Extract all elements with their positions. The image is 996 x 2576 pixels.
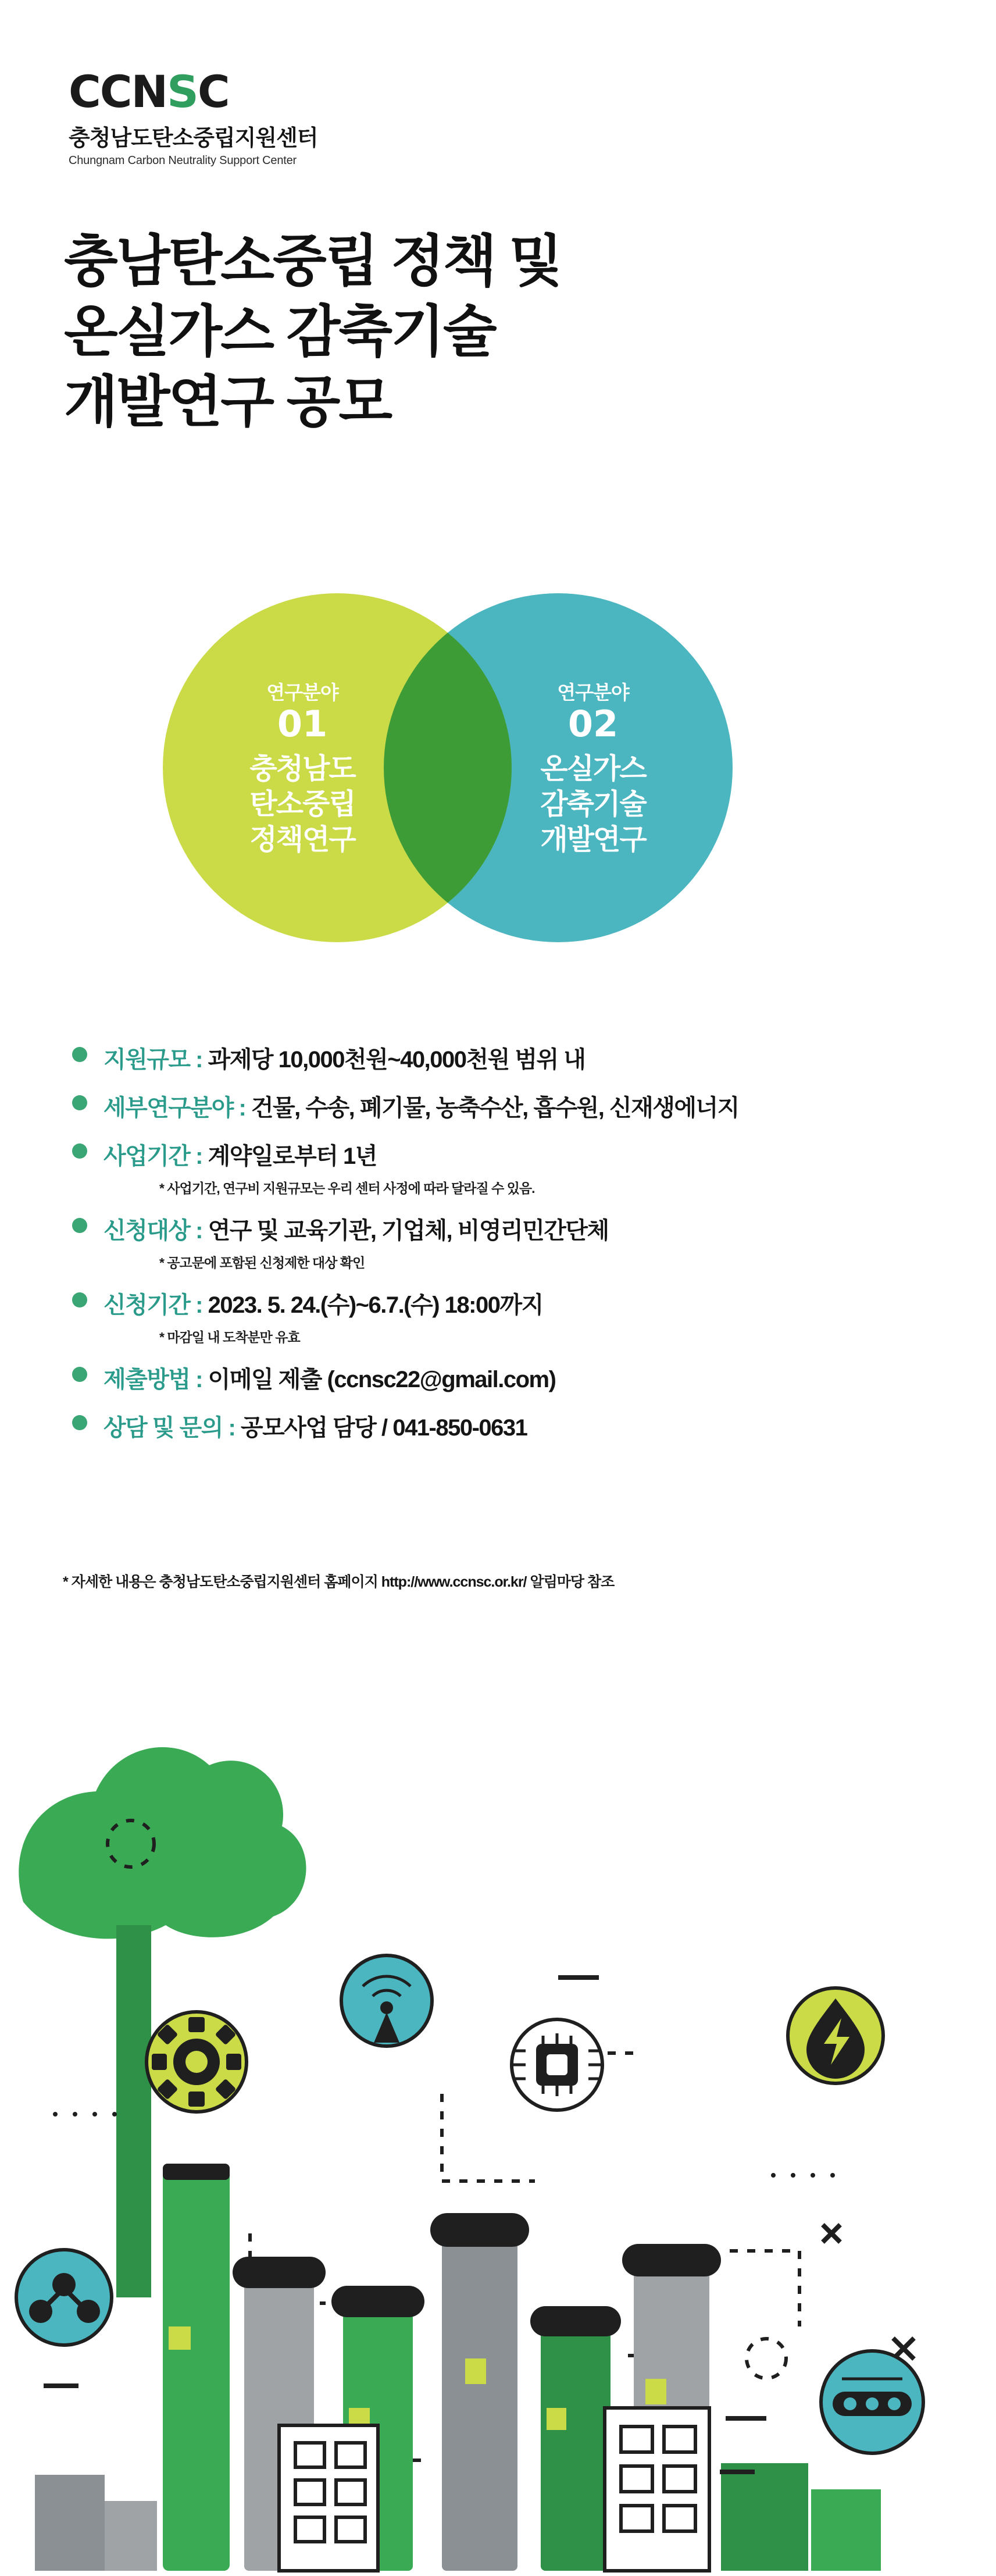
info-value: 공모사업 담당 / 041-850-0631: [240, 1415, 527, 1441]
info-label: 상담 및 문의 :: [103, 1415, 241, 1441]
venn-left-line-2: 탄소중립: [249, 789, 355, 821]
antenna-icon: [341, 1955, 432, 2046]
info-label: 지원규모 :: [103, 1047, 208, 1073]
factory-block-dark: [721, 2463, 881, 2571]
logo-wordmark-pre: CCN: [69, 66, 167, 117]
info-value: 과제당 10,000천원~40,000천원 범위 내: [208, 1047, 586, 1073]
factory-building-windows-right: [605, 2408, 709, 2571]
venn-right-line-1: 온실가스: [540, 753, 646, 785]
bullet-icon: [72, 1415, 87, 1430]
venn-left-number: 01: [277, 703, 328, 746]
gear-icon: [147, 2012, 247, 2112]
venn-diagram: [0, 587, 996, 971]
bullet-icon: [72, 1047, 87, 1062]
logo-wordmark-s: S: [167, 66, 198, 117]
venn-right-number: 02: [567, 703, 619, 746]
page-title: [64, 227, 878, 438]
logo-korean-name: 충청남도탄소중립지원센터: [69, 126, 318, 151]
info-value: 건물, 수송, 폐기물, 농축수산, 흡수원, 신재생에너지: [251, 1095, 739, 1121]
tree-canopy: [19, 1747, 306, 1939]
tree-trunk: [116, 1925, 151, 2297]
info-row: [69, 1409, 941, 1442]
bullet-icon: [72, 1292, 87, 1307]
logo-wordmark: [69, 66, 429, 117]
info-value: 계약일로부터 1년: [208, 1143, 377, 1169]
info-note: * 사업기간, 연구비 지원규모는 우리 센터 사정에 따라 달라질 수 있음.: [159, 1181, 535, 1196]
info-label: 세부연구분야 :: [103, 1095, 251, 1121]
chip-icon: [512, 2019, 602, 2110]
info-row: [69, 1212, 941, 1271]
molecule-icon: [16, 2250, 112, 2345]
venn-right-line-2: 감축기술: [540, 789, 646, 821]
illustration-scene: [0, 1652, 996, 2576]
footnote: * 자세한 내용은 충청남도탄소중립지원센터 홈페이지 http://www.ccnsc.or.kr/ 알림마당 참조: [63, 1574, 615, 1590]
venn-right-label: 연구분야: [557, 682, 629, 704]
venn-left-line-3: 정책연구: [249, 824, 355, 856]
venn-circle-field-02: [384, 593, 733, 942]
info-row: [69, 1287, 941, 1346]
factory-block-grey-left: [35, 2475, 157, 2571]
info-note: * 공고문에 포함된 신청제한 대상 확인: [159, 1255, 365, 1270]
info-row: [69, 1361, 941, 1394]
bullet-icon: [72, 1095, 87, 1110]
info-label: 제출방법 :: [103, 1367, 208, 1392]
conveyor-icon: [821, 2351, 923, 2453]
page-title-line-3: 개발연구 공모: [64, 370, 391, 433]
logo-block: [69, 66, 429, 168]
logo-english-name: Chungnam Carbon Neutrality Support Center: [69, 154, 297, 167]
bullet-icon: [72, 1143, 87, 1159]
info-value: 연구 및 교육기관, 기업체, 비영리민간단체: [208, 1218, 609, 1244]
venn-left-line-1: 충청남도: [249, 753, 355, 785]
dashed-circle-decor-2: [747, 2339, 786, 2378]
bullet-icon: [72, 1218, 87, 1233]
page-title-line-1: 충남탄소중립 정책 및: [64, 230, 561, 293]
lightning-drop-icon: [788, 1988, 883, 2083]
info-row: [69, 1138, 941, 1197]
info-value: 이메일 제출 (ccnsc22@gmail.com): [208, 1367, 556, 1392]
page-title-line-2: 온실가스 감축기술: [64, 300, 495, 363]
venn-right-line-3: 개발연구: [540, 824, 646, 856]
factory-building-windows: [279, 2425, 378, 2571]
smokestack-green-left: [163, 2164, 230, 2571]
info-list: [69, 1041, 941, 1458]
info-note: * 마감일 내 도착분만 유효: [159, 1330, 300, 1345]
venn-left-label: 연구분야: [266, 682, 338, 704]
bullet-icon: [72, 1367, 87, 1382]
info-row: [69, 1089, 941, 1123]
info-label: 신청기간 :: [103, 1292, 208, 1318]
info-label: 사업기간 :: [103, 1143, 208, 1169]
info-label: 신청대상 :: [103, 1218, 208, 1244]
info-row: [69, 1041, 941, 1074]
info-value: 2023. 5. 24.(수)~6.7.(수) 18:00까지: [208, 1292, 543, 1318]
logo-wordmark-post: C: [197, 66, 229, 117]
smokestack-grey-2: [430, 2213, 529, 2571]
